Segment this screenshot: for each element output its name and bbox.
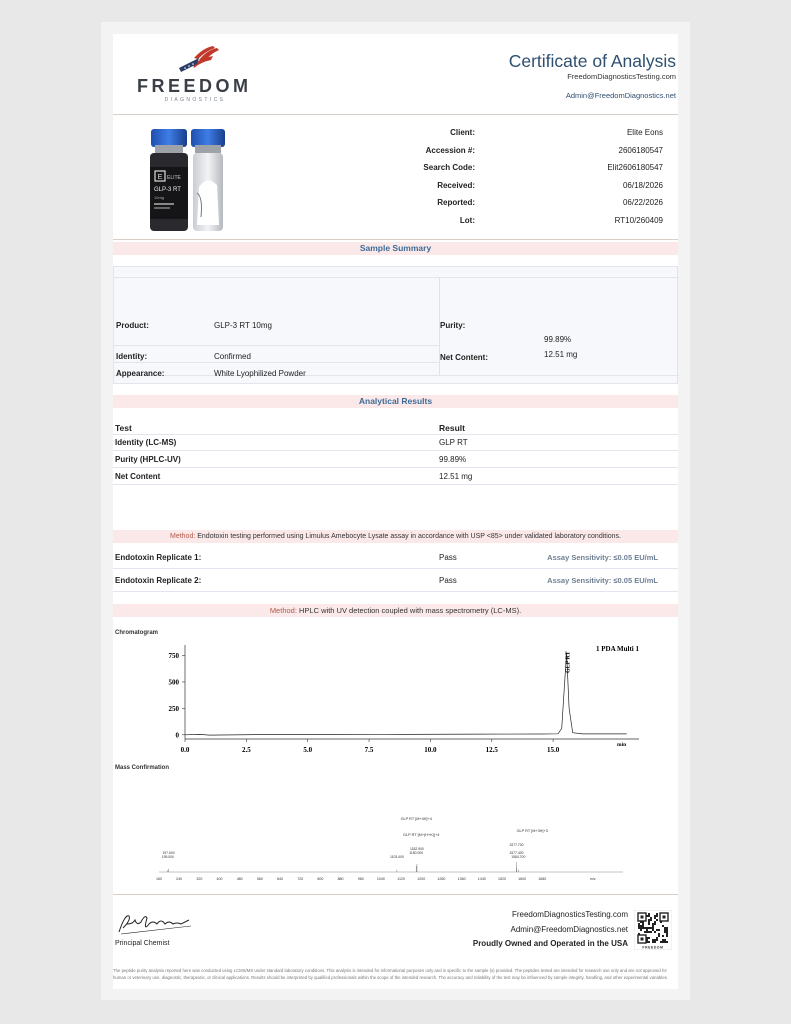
- qr-module: [648, 937, 650, 939]
- appearance-value: White Lyophilized Powder: [214, 369, 306, 378]
- endotoxin-method-banner: [113, 530, 678, 543]
- endotoxin-row-name: Endotoxin Replicate 2:: [115, 576, 202, 585]
- footer-email: Admin@FreedomDiagnostics.net: [510, 925, 628, 934]
- endotoxin-row-result: Pass: [439, 576, 457, 585]
- qr-module: [658, 929, 660, 931]
- qr-module: [646, 931, 648, 933]
- x-tick-label: 15.0: [546, 746, 560, 754]
- summary-left-panel: [114, 277, 440, 375]
- qr-module: [664, 929, 666, 931]
- mass-peak-label: 1577.400: [509, 851, 524, 855]
- qr-caption: FREEDOM: [642, 945, 664, 950]
- disclaimer-note: The peptide purity analysis reported here was conducted using LCMS/MS under standard laboratory conditions. This analysis is intended for informational purposes only and is specific to the sample (s) provided. The peptides tested are intended for research use only and are not approved for human or veterinary use, diagnostic, therapeutic, or clinical applications. Results should be interpreted by qualified professionals within the scope of the intended research. The accuracy and reliability of the test may be influenced by sample integrity, handling, and other experimental variables.: [113, 968, 668, 980]
- client-info-value: 06/22/2026: [622, 198, 663, 207]
- x-tick-label: 1680: [538, 877, 547, 881]
- result-row-test: Net Content: [115, 472, 161, 481]
- qr-module: [656, 919, 658, 921]
- y-tick-label: 750: [168, 652, 179, 661]
- result-row-line: [113, 450, 678, 451]
- client-info-label: Accession #:: [425, 145, 475, 155]
- page-title: Certificate of Analysis: [508, 51, 676, 71]
- qr-module: [642, 927, 644, 929]
- series-label: 1 PDA Multi 1: [596, 645, 639, 653]
- qr-module: [654, 939, 656, 941]
- endotoxin-row-line: [113, 591, 678, 592]
- y-tick-label: 0: [175, 731, 179, 740]
- qr-module: [638, 927, 640, 929]
- info-divider: [113, 239, 678, 240]
- brand-subtitle: DIAGNOSTICS: [164, 97, 226, 103]
- qr-module: [652, 939, 654, 941]
- hplc-method-text: HPLC with UV detection coupled with mass spectrometry (LC-MS).: [299, 606, 522, 615]
- x-tick-label: 1360: [457, 877, 466, 881]
- client-info-row: [313, 216, 713, 228]
- client-info-row: [313, 198, 713, 210]
- header-website: FreedomDiagnosticsTesting.com: [567, 72, 676, 81]
- qr-module: [640, 929, 642, 931]
- x-tick-label: 160: [156, 877, 162, 881]
- qr-module: [638, 923, 640, 925]
- qr-module: [648, 915, 650, 917]
- x-tick-label: 12.5: [485, 746, 498, 754]
- footer-tagline: Proudly Owned and Operated in the USA: [472, 939, 628, 948]
- purity-label: Purity:: [440, 321, 466, 330]
- method-label: Method:: [269, 606, 297, 615]
- client-info-label: Search Code:: [423, 163, 475, 172]
- qr-module: [650, 931, 652, 933]
- sample-summary-box: [113, 266, 678, 384]
- qr-module: [650, 917, 652, 919]
- qr-module: [638, 925, 640, 927]
- x-tick-label: 880: [337, 877, 344, 881]
- qr-module: [642, 925, 644, 927]
- x-tick-label: 1200: [417, 877, 426, 881]
- client-info-label: Reported:: [437, 198, 475, 207]
- x-tick-label: 720: [297, 877, 304, 881]
- appearance-label: Appearance:: [116, 369, 165, 378]
- identity-value: Confirmed: [214, 352, 251, 361]
- qr-module: [666, 929, 668, 931]
- mass-annotation: GLP RT [M+(H+K)]+4: [403, 833, 440, 837]
- mass-peak-label: 1103.400: [389, 855, 404, 859]
- qr-module: [652, 941, 654, 943]
- signature-image: [115, 910, 195, 938]
- qr-module: [648, 927, 650, 929]
- mass-peak-label: 1180.000: [409, 851, 424, 855]
- x-tick-label: 1120: [397, 877, 405, 881]
- x-tick-label: 560: [256, 877, 263, 881]
- qr-module: [666, 941, 668, 943]
- x-tick-label: 800: [317, 877, 324, 881]
- qr-module: [648, 919, 650, 921]
- qr-module: [654, 923, 656, 925]
- results-divider: [113, 434, 678, 435]
- summary-line: [114, 345, 440, 346]
- vial-label-brand: ELITE: [167, 175, 181, 181]
- result-row-line: [113, 467, 678, 468]
- x-tick-label: 0.0: [180, 746, 190, 754]
- x-axis-label: m/z: [589, 877, 596, 881]
- qr-module: [664, 927, 666, 929]
- report-page: [101, 22, 690, 1000]
- peak-label: GLP RT: [565, 651, 572, 673]
- x-tick-label: 10.0: [424, 746, 437, 754]
- qr-module: [666, 935, 668, 937]
- qr-module: [664, 941, 666, 943]
- x-tick-label: 640: [277, 877, 284, 881]
- qr-module: [658, 933, 660, 935]
- header-divider: [113, 114, 678, 115]
- qr-module: [662, 925, 664, 927]
- mass-annotation: GLP RT [M+3H]+3: [516, 829, 548, 833]
- header-email: Admin@FreedomDiagnostics.net: [565, 91, 676, 100]
- net-content-value: 12.51 mg: [544, 350, 578, 359]
- x-tick-label: 240: [176, 877, 183, 881]
- qr-code-icon: [634, 910, 672, 950]
- endotoxin-row-line: [113, 568, 678, 569]
- mass-annotation: GLP RT [M+4H]+4: [400, 817, 432, 821]
- qr-module: [662, 935, 664, 937]
- x-axis-label: min: [617, 742, 627, 748]
- qr-module: [660, 941, 662, 943]
- client-info-label: Lot:: [459, 215, 475, 225]
- mass-peak-label: 1584.700: [511, 855, 526, 859]
- qr-module: [654, 915, 656, 917]
- product-value: GLP-3 RT 10mg: [214, 321, 272, 330]
- mass-peak-label: 195.000: [161, 855, 174, 859]
- qr-module: [648, 921, 650, 923]
- summary-line: [114, 362, 440, 363]
- x-tick-label: 1280: [437, 877, 446, 881]
- method-label: Method:: [170, 533, 196, 540]
- client-info-value: Elit2606180547: [607, 163, 663, 172]
- result-row-value: GLP RT: [439, 438, 468, 447]
- client-info-row: [313, 146, 713, 158]
- qr-module: [652, 923, 654, 925]
- qr-finder-core: [663, 916, 666, 919]
- test-column-header: Test: [115, 423, 132, 433]
- x-tick-label: 1440: [477, 877, 486, 881]
- purity-value: 99.89%: [544, 335, 572, 344]
- qr-module: [646, 927, 648, 929]
- x-tick-label: 1600: [518, 877, 527, 881]
- svg-text:E: E: [157, 174, 163, 181]
- footer-website: FreedomDiagnosticsTesting.com: [511, 910, 628, 919]
- qr-module: [662, 941, 664, 943]
- client-info-row: [313, 181, 713, 193]
- result-row-test: Purity (HPLC-UV): [115, 455, 181, 464]
- qr-module: [648, 913, 650, 915]
- qr-module: [666, 927, 668, 929]
- qr-module: [640, 925, 642, 927]
- mass-spectrum-chart: [153, 814, 643, 884]
- qr-module: [644, 927, 646, 929]
- client-info-value: 2606180547: [618, 145, 663, 155]
- x-tick-label: 1040: [376, 877, 385, 881]
- qr-module: [664, 931, 666, 933]
- y-tick-label: 250: [168, 704, 179, 713]
- result-row-test: Identity (LC-MS): [115, 438, 177, 447]
- result-row-line: [113, 484, 678, 485]
- client-info-label: Received:: [437, 180, 475, 190]
- chromatogram-trace: [185, 652, 627, 735]
- qr-module: [654, 931, 656, 933]
- footer-divider: [113, 894, 678, 895]
- qr-module: [656, 913, 658, 915]
- qr-finder-core: [641, 916, 644, 919]
- qr-module: [656, 929, 658, 931]
- qr-module: [648, 923, 650, 925]
- signer-title: Principal Chemist: [115, 940, 170, 947]
- x-tick-label: 5.0: [303, 746, 313, 754]
- qr-module: [646, 929, 648, 931]
- qr-module: [666, 933, 668, 935]
- vial-label-dose: 10mg: [154, 195, 165, 200]
- qr-module: [656, 937, 658, 939]
- qr-module: [652, 925, 654, 927]
- analytical-results-heading: Analytical Results: [113, 395, 678, 408]
- mass-confirmation-title: Mass Confirmation: [115, 765, 170, 771]
- qr-module: [654, 917, 656, 919]
- hplc-method-banner: [113, 604, 678, 617]
- endotoxin-row-result: Pass: [439, 553, 457, 562]
- vial-label-product: GLP-3 RT: [154, 187, 181, 193]
- client-info-value: Elite Eons: [626, 128, 663, 137]
- result-row-value: 12.51 mg: [439, 472, 473, 481]
- result-column-header: Result: [439, 423, 465, 433]
- qr-module: [644, 931, 646, 933]
- sample-summary-heading: Sample Summary: [113, 242, 678, 255]
- client-info-row: [313, 128, 713, 140]
- qr-module: [662, 939, 664, 941]
- brand-name: FREEDOM: [137, 76, 252, 96]
- qr-module: [652, 927, 654, 929]
- qr-module: [664, 939, 666, 941]
- client-info-label: Client:: [450, 128, 475, 137]
- qr-module: [650, 927, 652, 929]
- qr-module: [658, 935, 660, 937]
- certificate-sheet: [113, 34, 678, 989]
- mass-peak-label: 197.600: [162, 851, 175, 855]
- product-vials-image: [147, 127, 229, 234]
- summary-top-line: [114, 277, 679, 278]
- chromatogram-title: Chromatogram: [115, 630, 159, 636]
- qr-module: [656, 915, 658, 917]
- client-info-row: [313, 163, 713, 175]
- summary-bottom-line: [114, 375, 679, 376]
- client-info-value: RT10/260409: [614, 215, 663, 225]
- qr-module: [654, 921, 656, 923]
- x-tick-label: 320: [196, 877, 203, 881]
- x-tick-label: 400: [216, 877, 223, 881]
- qr-module: [666, 931, 668, 933]
- qr-module: [648, 931, 650, 933]
- qr-module: [642, 923, 644, 925]
- qr-module: [656, 939, 658, 941]
- x-tick-label: 480: [236, 877, 243, 881]
- qr-module: [640, 927, 642, 929]
- endotoxin-row-sensitivity: Assay Sensitivity: ≤0.05 EU/mL: [547, 576, 658, 585]
- qr-module: [654, 941, 656, 943]
- chromatogram-chart: [153, 639, 653, 759]
- mass-peak-label: 1182.900: [410, 847, 424, 851]
- x-tick-label: 2.5: [241, 746, 251, 754]
- identity-label: Identity:: [116, 352, 148, 361]
- qr-finder-core: [641, 938, 644, 941]
- y-tick-label: 500: [168, 678, 179, 687]
- result-row-value: 99.89%: [439, 455, 467, 464]
- net-content-label: Net Content:: [440, 353, 488, 362]
- product-label: Product:: [116, 321, 149, 330]
- qr-module: [650, 919, 652, 921]
- endotoxin-method-text: Endotoxin testing performed using Limulus Amebocyte Lysate assay in accordance with USP <85> under validated laboratory conditions.: [197, 533, 621, 540]
- x-tick-label: 960: [357, 877, 364, 881]
- mass-peak-label: 1577.700: [509, 843, 524, 847]
- client-info-value: 06/18/2026: [622, 180, 663, 190]
- qr-module: [652, 929, 654, 931]
- endotoxin-row-sensitivity: Assay Sensitivity: ≤0.05 EU/mL: [547, 553, 658, 562]
- x-tick-label: 7.5: [364, 746, 374, 754]
- x-tick-label: 1520: [497, 877, 506, 881]
- endotoxin-row-name: Endotoxin Replicate 1:: [115, 553, 202, 562]
- qr-module: [648, 941, 650, 943]
